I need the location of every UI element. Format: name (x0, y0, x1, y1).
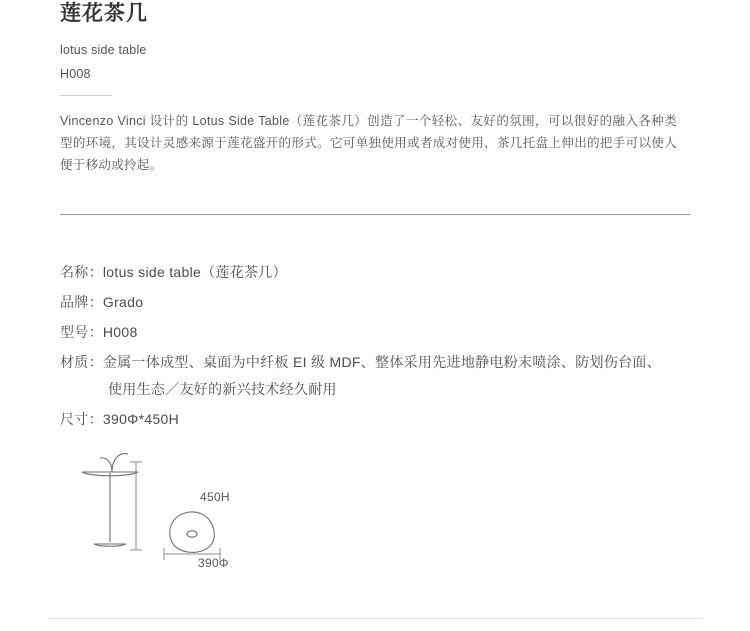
side-elevation-icon (82, 454, 138, 547)
spec-row-dimensions: 尺寸：390Φ*450H (60, 411, 180, 427)
spec-row-brand: 品牌：Grado (60, 294, 144, 310)
page-bottom-divider (48, 618, 702, 619)
technical-drawing (60, 432, 290, 582)
height-dimension-line (130, 462, 142, 550)
product-title-english: lotus side table (60, 43, 147, 57)
dimension-width-label: 390Φ (198, 556, 229, 570)
spec-row-material-continued: 使用生态／友好的新兴技术经久耐用 (108, 381, 337, 397)
page-title: 莲花茶几 (60, 2, 148, 25)
section-divider (60, 214, 690, 215)
drawing-svg (60, 432, 290, 582)
plan-view-icon (170, 512, 215, 553)
dimension-height-label: 450H (200, 490, 230, 504)
spec-list (60, 261, 690, 431)
spec-row-name: 名称：lotus side table（莲花茶几） (60, 264, 287, 280)
title-divider (60, 95, 112, 96)
product-model-code: H008 (60, 67, 91, 81)
spec-row-material: 材质：金属一体成型、桌面为中纤板 EI 级 MDF、整体采用先进地静电粉末喷涂、防划伤台面、 (60, 354, 662, 370)
spec-row-model: 型号：H008 (60, 324, 138, 340)
product-description: Vincenzo Vinci 设计的 Lotus Side Table（莲花茶几）创造了一个轻松、友好的氛围，可以很好的融入各种类型的环境，其设计灵感来源于莲花盛开的形式。它可单独使用或者成对使用，茶几托盘上伸出的把手可以使人便于移动或拎起。 (60, 114, 677, 172)
